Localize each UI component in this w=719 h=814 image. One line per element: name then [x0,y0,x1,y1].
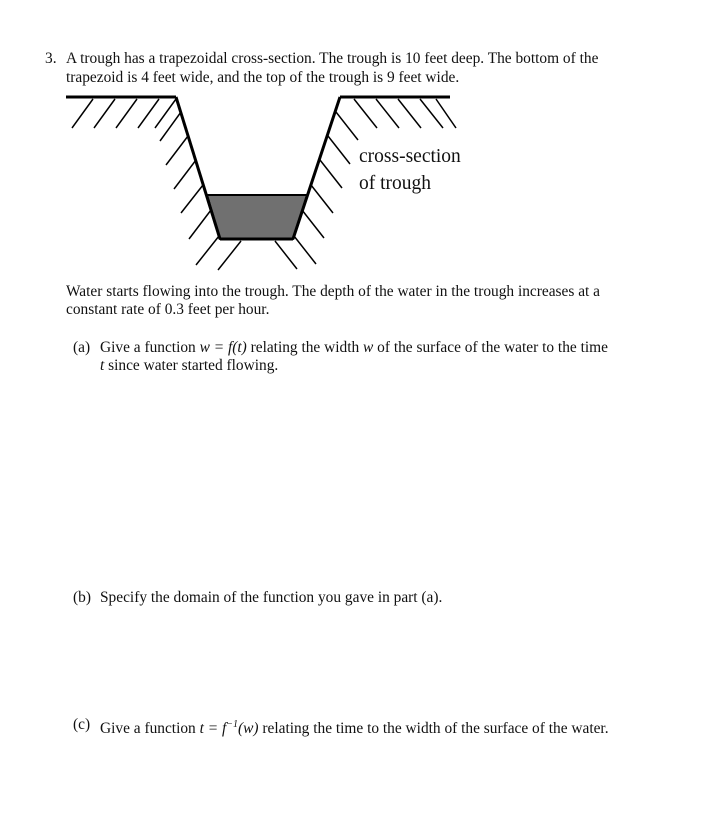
part-b-text: Specify the domain of the function you gave in part (a). [100,589,443,606]
part-a-math-t: t [100,357,105,374]
context-line1: Water starts flowing into the trough. The depth of the water in the trough increases at a [66,283,600,300]
part-a-math-w: w [363,339,374,356]
trough-wall-left [176,97,220,239]
part-a-text2: relating the width [250,339,360,356]
part-a-text4: since water started flowing. [108,357,279,374]
part-c-marker: (c) [73,716,91,733]
hatching-left-wall [160,112,241,270]
part-c-math-sup: −1 [226,719,238,730]
context-line2: constant rate of 0.3 feet per hour. [66,301,270,318]
part-a-math-w-equals-f-t: w = f(t) [199,339,247,356]
hatching-left-ground [72,99,176,128]
part-c-math-tail: (w) [237,720,259,738]
hatching-right-wall [275,112,358,269]
water-fill [207,195,307,239]
problem-statement-line1: A trough has a trapezoidal cross-section. The trough is 10 feet deep. The bottom of the [66,50,599,67]
figure-label-line1: cross-section [359,146,461,167]
part-a-text1: Give a function [100,339,196,356]
problem-number: 3. [45,50,57,67]
part-a-line1 [100,339,608,357]
part-a-line2 [100,357,278,375]
hatching-right-ground [354,99,456,128]
part-c-math-base: t = f [199,720,227,738]
figure-label-line2: of trough [359,173,432,194]
part-c-text1: Give a function [100,720,196,738]
trough-wall-right [293,97,340,239]
part-a-text3: of the surface of the water to the time [377,339,608,356]
part-a-marker: (a) [73,339,91,356]
part-c-line [100,716,609,738]
part-c-math-inverse [200,720,259,737]
part-c-text2: relating the time to the width of the surface of the water. [262,720,609,738]
problem-statement-line2: trapezoid is 4 feet wide, and the top of the trough is 9 feet wide. [66,69,460,86]
part-b-marker: (b) [73,589,91,606]
